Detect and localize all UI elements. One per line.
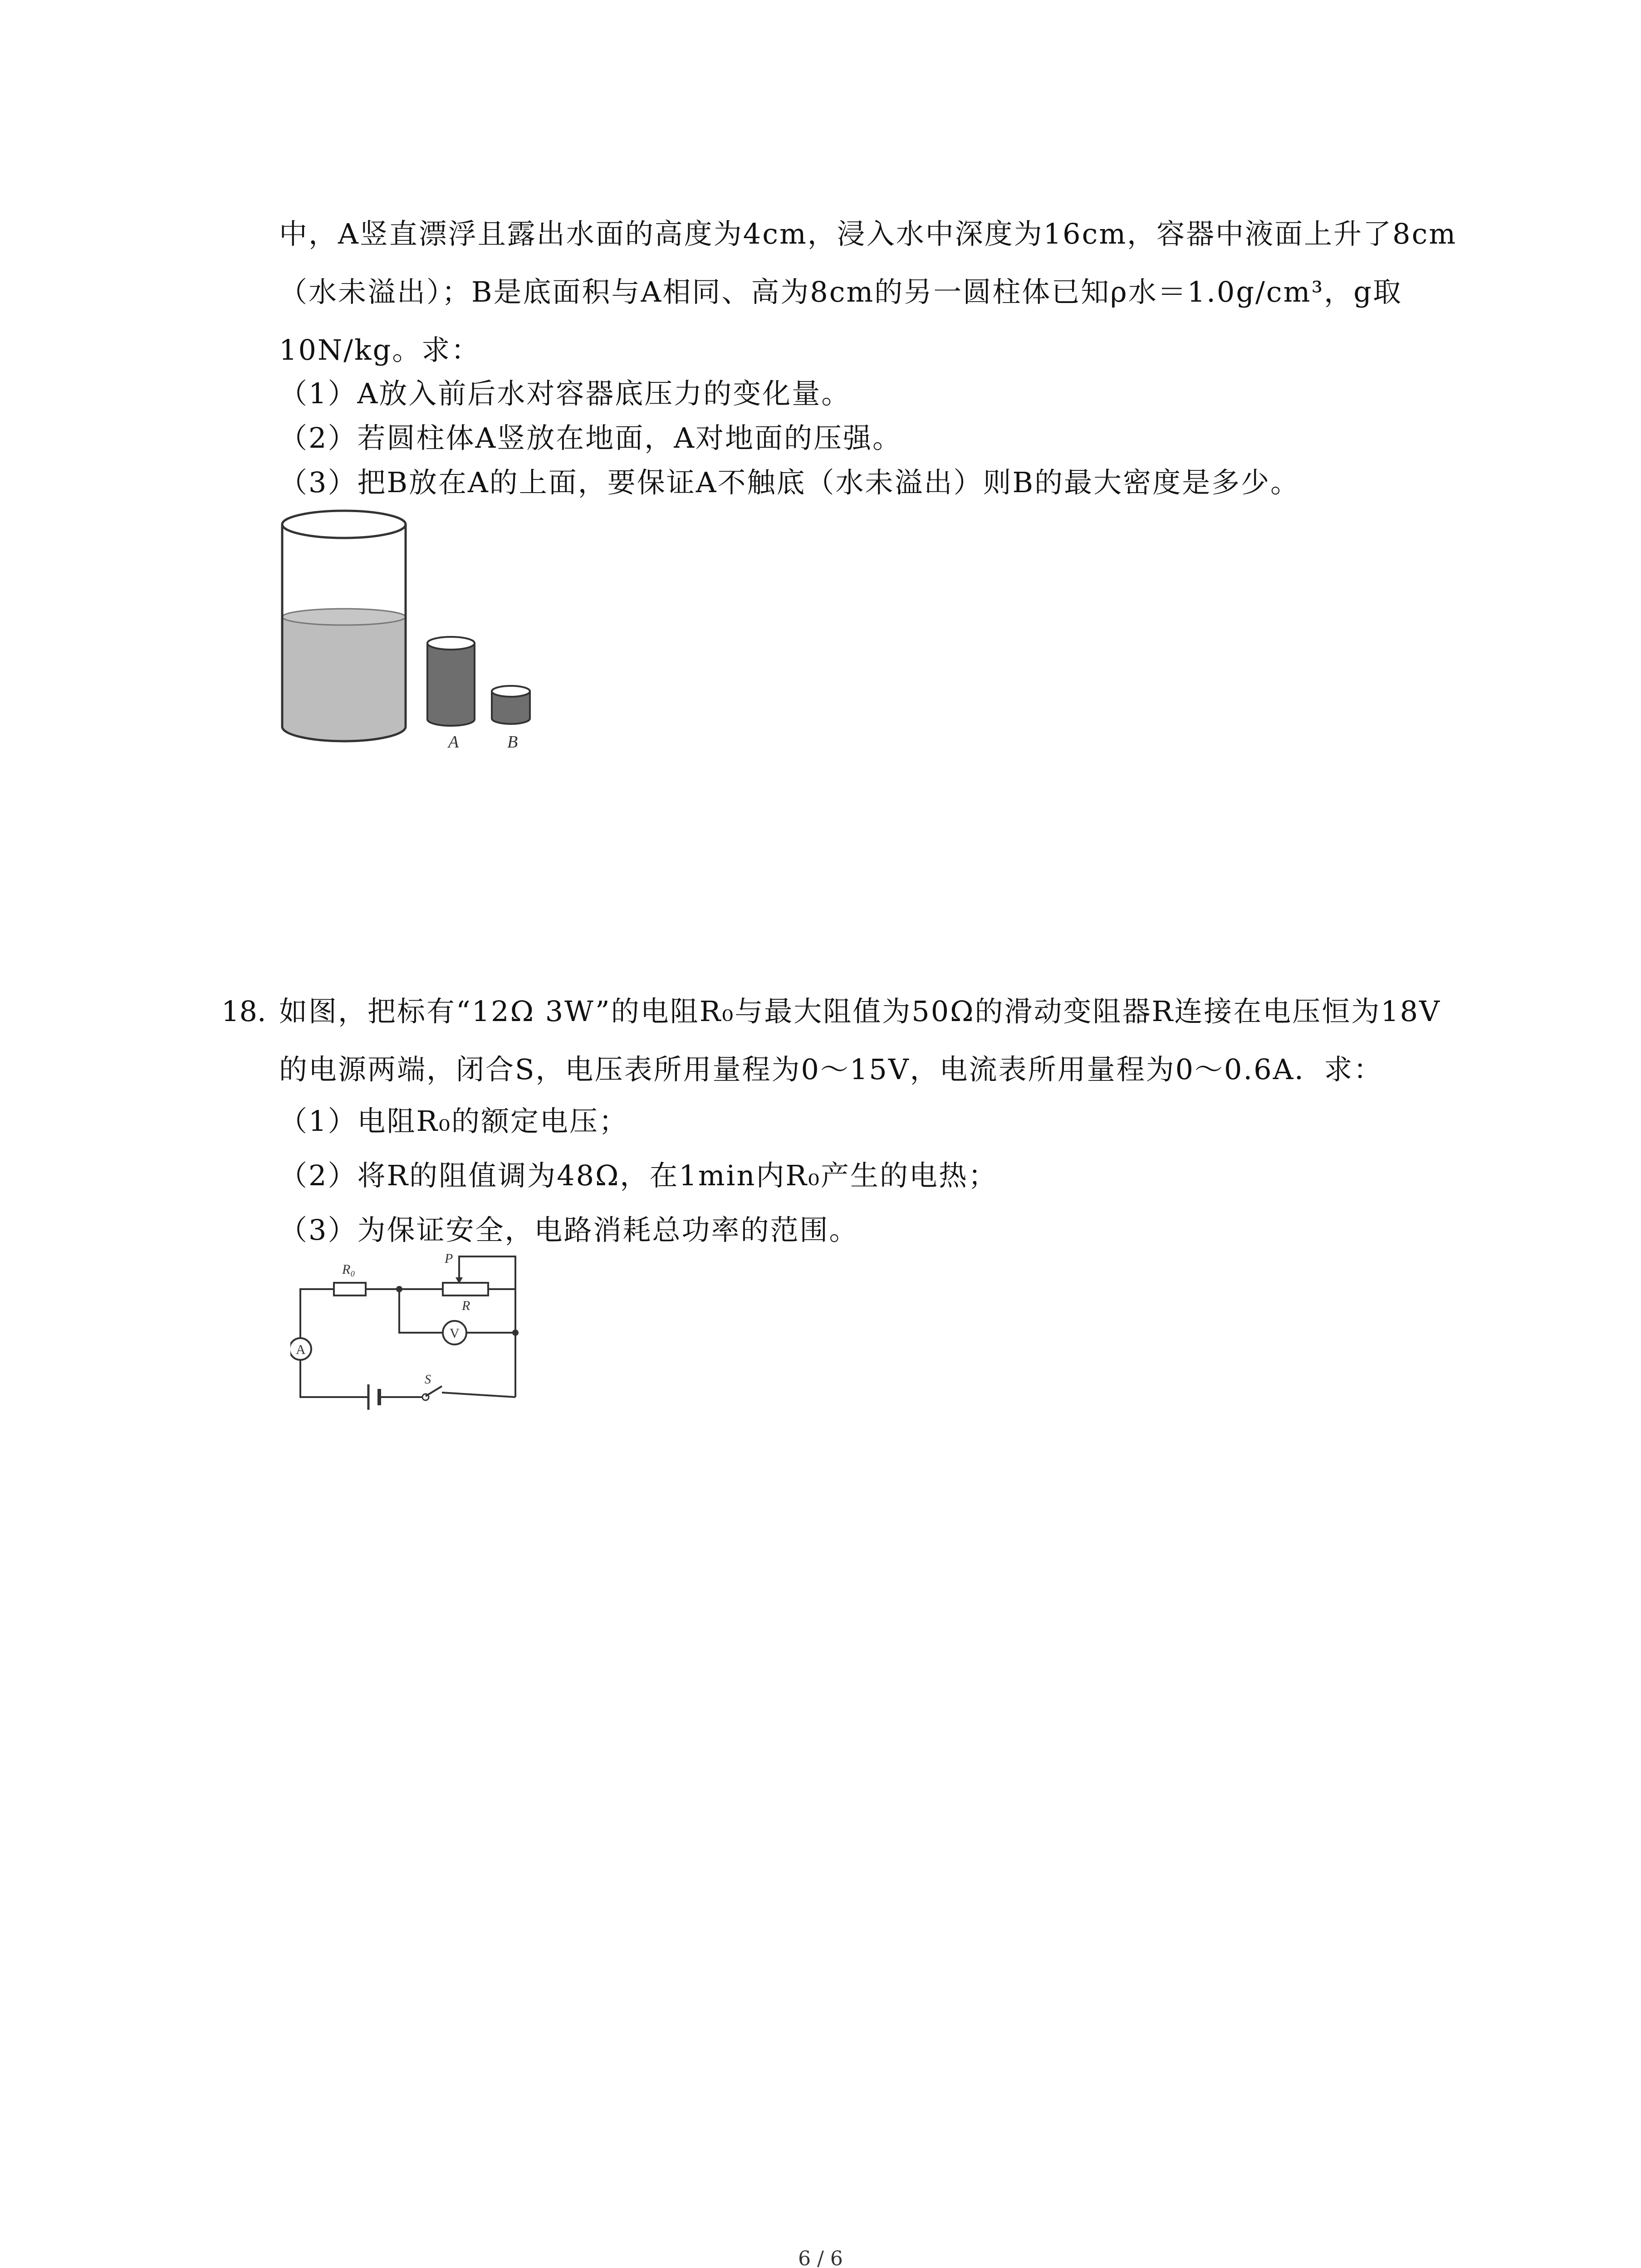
problem17-question-1: （1）A放入前后水对容器底压力的变化量。 (279, 377, 851, 410)
junction-dot-right (512, 1330, 519, 1336)
rheostat-r-label: R (462, 1298, 470, 1313)
resistor-r0-label: R₀ (342, 1262, 355, 1277)
problem18-line-1: 如图，把标有“12Ω 3W”的电阻R₀与最大阻值为50Ω的滑动变阻器R连接在电压恒为18V (279, 995, 1441, 1028)
problem17-line-1: 中，A竖直漂浮且露出水面的高度为4cm，浸入水中深度为16cm，容器中液面上升了8cm (279, 217, 1457, 250)
resistor-r0 (334, 1283, 366, 1295)
cylinders-figure (272, 508, 554, 762)
circuit-diagram (290, 1243, 526, 1411)
page-number: 6 / 6 (798, 2247, 843, 2268)
cylinder-a-top (427, 637, 475, 650)
cylinder-a-body (427, 643, 475, 726)
voltmeter-label: V (450, 1326, 460, 1341)
problem17-line-2: （水未溢出）；B是底面积与A相同、高为8cm的另一圆柱体已知ρ水＝1.0g/cm³，g取 (279, 275, 1402, 308)
problem18-question-2: （2）将R的阻值调为48Ω，在1min内R₀产生的电热； (279, 1159, 998, 1192)
problem18-question-1: （1）电阻R₀的额定电压； (279, 1105, 628, 1138)
cylinder-b (492, 686, 530, 724)
slider-p-label: P (445, 1251, 453, 1266)
problem18-number: 18. (221, 995, 266, 1028)
ammeter-label: A (296, 1342, 306, 1357)
switch-label: S (425, 1373, 431, 1387)
problem17-question-3: （3）把B放在A的上面，要保证A不触底（水未溢出）则B的最大密度是多少。 (279, 466, 1300, 499)
water-body (282, 617, 406, 741)
cylinder-b-label: B (507, 733, 518, 752)
problem18-line-2: 的电源两端，闭合S，电压表所用量程为0～15V，电流表所用量程为0～0.6A．求： (279, 1053, 1383, 1086)
container-rim (282, 511, 406, 538)
problem18-question-3: （3）为保证安全，电路消耗总功率的范围。 (279, 1213, 859, 1246)
cylinder-a (427, 637, 475, 726)
rheostat-r (443, 1283, 488, 1295)
problem17-line-3: 10N/kg。求： (279, 333, 481, 367)
circuit-wires (300, 1256, 515, 1397)
cylinder-a-label: A (448, 733, 459, 752)
problem17-question-2: （2）若圆柱体A竖放在地面，A对地面的压强。 (279, 421, 902, 455)
water-container (282, 511, 406, 741)
switch-lever (426, 1386, 442, 1396)
cylinder-b-top (492, 686, 530, 697)
water-surface (282, 609, 406, 625)
junction-dot-left (396, 1286, 402, 1292)
